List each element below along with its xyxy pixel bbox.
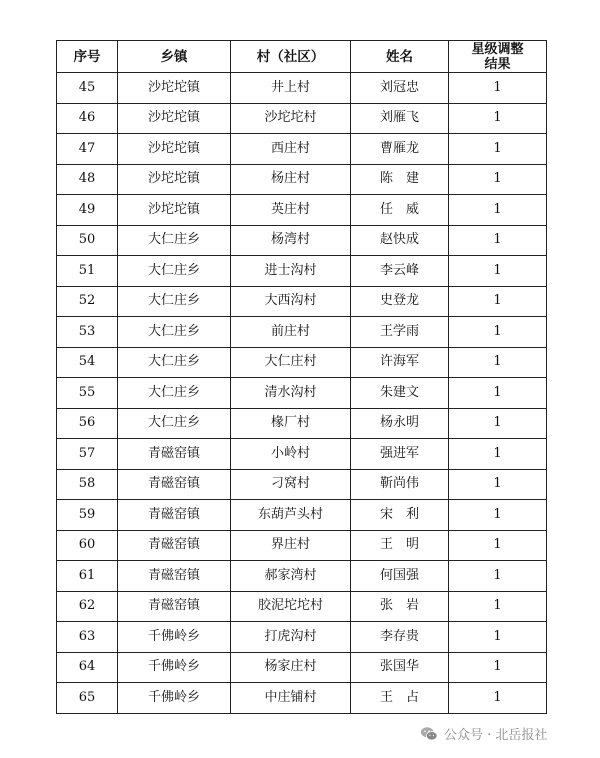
cell-town: 青磁窑镇 [118, 500, 231, 531]
cell-village: 杨庄村 [231, 164, 351, 195]
cell-village: 大西沟村 [231, 286, 351, 317]
table-row [57, 256, 547, 287]
cell-name: 刘冠忠 [351, 73, 449, 104]
table-row [57, 378, 547, 409]
cell-town: 大仁庄乡 [118, 347, 231, 378]
cell-result: 1 [449, 195, 547, 226]
cell-village: 井上村 [231, 73, 351, 104]
cell-town: 千佛岭乡 [118, 652, 231, 683]
cell-town: 千佛岭乡 [118, 622, 231, 653]
table-row [57, 73, 547, 104]
cell-village: 小岭村 [231, 439, 351, 470]
header-village: 村（社区） [231, 41, 351, 73]
cell-result: 1 [449, 591, 547, 622]
cell-result: 1 [449, 622, 547, 653]
cell-index: 59 [57, 500, 118, 531]
cell-town: 青磁窑镇 [118, 530, 231, 561]
cell-name: 杨永明 [351, 408, 449, 439]
cell-index: 58 [57, 469, 118, 500]
cell-village: 英庄村 [231, 195, 351, 226]
table-row [57, 164, 547, 195]
table-row [57, 622, 547, 653]
cell-result: 1 [449, 408, 547, 439]
cell-town: 青磁窑镇 [118, 591, 231, 622]
cell-village: 刁窝村 [231, 469, 351, 500]
cell-index: 62 [57, 591, 118, 622]
cell-index: 60 [57, 530, 118, 561]
cell-name: 王学雨 [351, 317, 449, 348]
cell-town: 青磁窑镇 [118, 469, 231, 500]
cell-name: 任 威 [351, 195, 449, 226]
header-result: 星级调整 结果 [449, 41, 547, 73]
table-row [57, 103, 547, 134]
cell-result: 1 [449, 286, 547, 317]
cell-index: 64 [57, 652, 118, 683]
cell-index: 51 [57, 256, 118, 287]
cell-town: 沙坨坨镇 [118, 134, 231, 165]
cell-town: 沙坨坨镇 [118, 164, 231, 195]
cell-index: 56 [57, 408, 118, 439]
cell-index: 47 [57, 134, 118, 165]
cell-index: 46 [57, 103, 118, 134]
cell-village: 杨湾村 [231, 225, 351, 256]
cell-town: 大仁庄乡 [118, 286, 231, 317]
watermark-text: 公众号 · 北岳报社 [444, 728, 548, 743]
cell-index: 52 [57, 286, 118, 317]
cell-result: 1 [449, 164, 547, 195]
cell-town: 大仁庄乡 [118, 225, 231, 256]
cell-index: 63 [57, 622, 118, 653]
cell-index: 53 [57, 317, 118, 348]
cell-village: 沙坨坨村 [231, 103, 351, 134]
cell-village: 打虎沟村 [231, 622, 351, 653]
cell-index: 50 [57, 225, 118, 256]
header-town: 乡镇 [118, 41, 231, 73]
wechat-icon [420, 725, 438, 743]
cell-village: 西庄村 [231, 134, 351, 165]
cell-result: 1 [449, 103, 547, 134]
cell-village: 清水沟村 [231, 378, 351, 409]
cell-name: 宋 利 [351, 500, 449, 531]
cell-name: 何国强 [351, 561, 449, 592]
star-rating-table [56, 40, 547, 714]
cell-name: 张国华 [351, 652, 449, 683]
cell-result: 1 [449, 469, 547, 500]
cell-index: 65 [57, 683, 118, 714]
cell-town: 青磁窑镇 [118, 439, 231, 470]
cell-name: 曹雁龙 [351, 134, 449, 165]
cell-name: 许海军 [351, 347, 449, 378]
cell-name: 王 占 [351, 683, 449, 714]
table-row [57, 561, 547, 592]
cell-town: 青磁窑镇 [118, 561, 231, 592]
table-row [57, 286, 547, 317]
header-name: 姓名 [351, 41, 449, 73]
cell-name: 赵快成 [351, 225, 449, 256]
cell-town: 大仁庄乡 [118, 317, 231, 348]
cell-village: 东葫芦头村 [231, 500, 351, 531]
cell-result: 1 [449, 225, 547, 256]
cell-village: 椽厂村 [231, 408, 351, 439]
table-row [57, 317, 547, 348]
cell-name: 王 明 [351, 530, 449, 561]
cell-name: 张 岩 [351, 591, 449, 622]
cell-result: 1 [449, 530, 547, 561]
cell-result: 1 [449, 347, 547, 378]
table-row [57, 469, 547, 500]
cell-village: 界庄村 [231, 530, 351, 561]
cell-name: 李云峰 [351, 256, 449, 287]
cell-index: 49 [57, 195, 118, 226]
cell-result: 1 [449, 439, 547, 470]
cell-result: 1 [449, 73, 547, 104]
table-row [57, 347, 547, 378]
cell-name: 朱建文 [351, 378, 449, 409]
cell-town: 大仁庄乡 [118, 256, 231, 287]
header-index: 序号 [57, 41, 118, 73]
table-row [57, 134, 547, 165]
cell-result: 1 [449, 256, 547, 287]
cell-town: 沙坨坨镇 [118, 73, 231, 104]
cell-index: 48 [57, 164, 118, 195]
cell-name: 李存贵 [351, 622, 449, 653]
cell-town: 沙坨坨镇 [118, 103, 231, 134]
cell-result: 1 [449, 378, 547, 409]
cell-name: 陈 建 [351, 164, 449, 195]
cell-town: 大仁庄乡 [118, 378, 231, 409]
table-row [57, 530, 547, 561]
table-row [57, 683, 547, 714]
cell-name: 靳尚伟 [351, 469, 449, 500]
watermark [420, 724, 547, 743]
cell-result: 1 [449, 134, 547, 165]
table-row [57, 500, 547, 531]
cell-name: 刘雁飞 [351, 103, 449, 134]
cell-village: 中庄铺村 [231, 683, 351, 714]
table-row [57, 408, 547, 439]
cell-town: 沙坨坨镇 [118, 195, 231, 226]
cell-index: 61 [57, 561, 118, 592]
table-row [57, 195, 547, 226]
cell-result: 1 [449, 683, 547, 714]
cell-result: 1 [449, 500, 547, 531]
cell-result: 1 [449, 652, 547, 683]
cell-index: 55 [57, 378, 118, 409]
table-row [57, 652, 547, 683]
cell-village: 杨家庄村 [231, 652, 351, 683]
cell-village: 郝家湾村 [231, 561, 351, 592]
cell-village: 胶泥坨坨村 [231, 591, 351, 622]
cell-name: 强进军 [351, 439, 449, 470]
table-row [57, 225, 547, 256]
cell-village: 进士沟村 [231, 256, 351, 287]
table-row [57, 439, 547, 470]
cell-index: 45 [57, 73, 118, 104]
cell-name: 史登龙 [351, 286, 449, 317]
table-row [57, 591, 547, 622]
cell-result: 1 [449, 561, 547, 592]
cell-village: 大仁庄村 [231, 347, 351, 378]
cell-town: 千佛岭乡 [118, 683, 231, 714]
table-header-row [57, 41, 547, 73]
cell-town: 大仁庄乡 [118, 408, 231, 439]
cell-village: 前庄村 [231, 317, 351, 348]
cell-index: 57 [57, 439, 118, 470]
cell-index: 54 [57, 347, 118, 378]
cell-result: 1 [449, 317, 547, 348]
